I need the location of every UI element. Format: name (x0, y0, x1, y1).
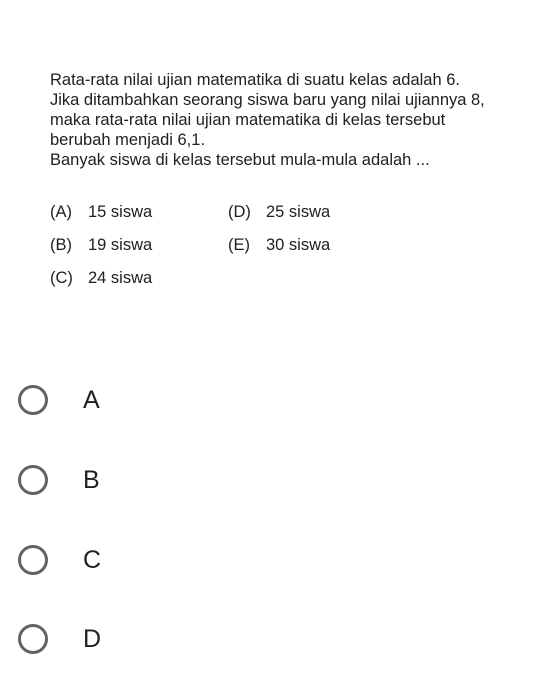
option-text: 15 siswa (88, 203, 153, 221)
answer-label: A (83, 386, 100, 414)
option-text: 24 siswa (88, 269, 153, 287)
option-text: 19 siswa (88, 236, 153, 254)
option-letter: (C) (50, 269, 73, 287)
option-text: 25 siswa (266, 203, 331, 221)
option-text: 30 siswa (266, 236, 331, 254)
radio-button-icon[interactable] (18, 465, 48, 495)
question-line: Rata-rata nilai ujian matematika di suatu kelas adalah 6. (50, 71, 460, 89)
option-a (50, 202, 152, 222)
option-b (50, 235, 152, 255)
option-letter: (D) (228, 203, 251, 221)
answer-choice-d[interactable] (18, 619, 101, 659)
option-letter: (B) (50, 236, 72, 254)
question-line: Banyak siswa di kelas tersebut mula-mula adalah ... (50, 151, 430, 169)
answer-label: D (83, 625, 102, 653)
radio-button-icon[interactable] (18, 385, 48, 415)
question-line: maka rata-rata nilai ujian matematika di kelas tersebut (50, 111, 446, 129)
question-line: Jika ditambahkan seorang siswa baru yang nilai ujiannya 8, (50, 91, 485, 109)
option-d (228, 202, 330, 222)
question-line: berubah menjadi 6,1. (50, 131, 206, 149)
answer-choice-b[interactable] (18, 460, 100, 500)
answer-choice-a[interactable] (18, 380, 100, 420)
answer-label: B (83, 466, 100, 494)
radio-button-icon[interactable] (18, 624, 48, 654)
radio-button-icon[interactable] (18, 545, 48, 575)
option-letter: (A) (50, 203, 72, 221)
option-c (50, 268, 152, 288)
question-text (50, 70, 530, 170)
option-e (228, 235, 330, 255)
option-letter: (E) (228, 236, 250, 254)
answer-choice-c[interactable] (18, 540, 101, 580)
answer-label: C (83, 546, 102, 574)
